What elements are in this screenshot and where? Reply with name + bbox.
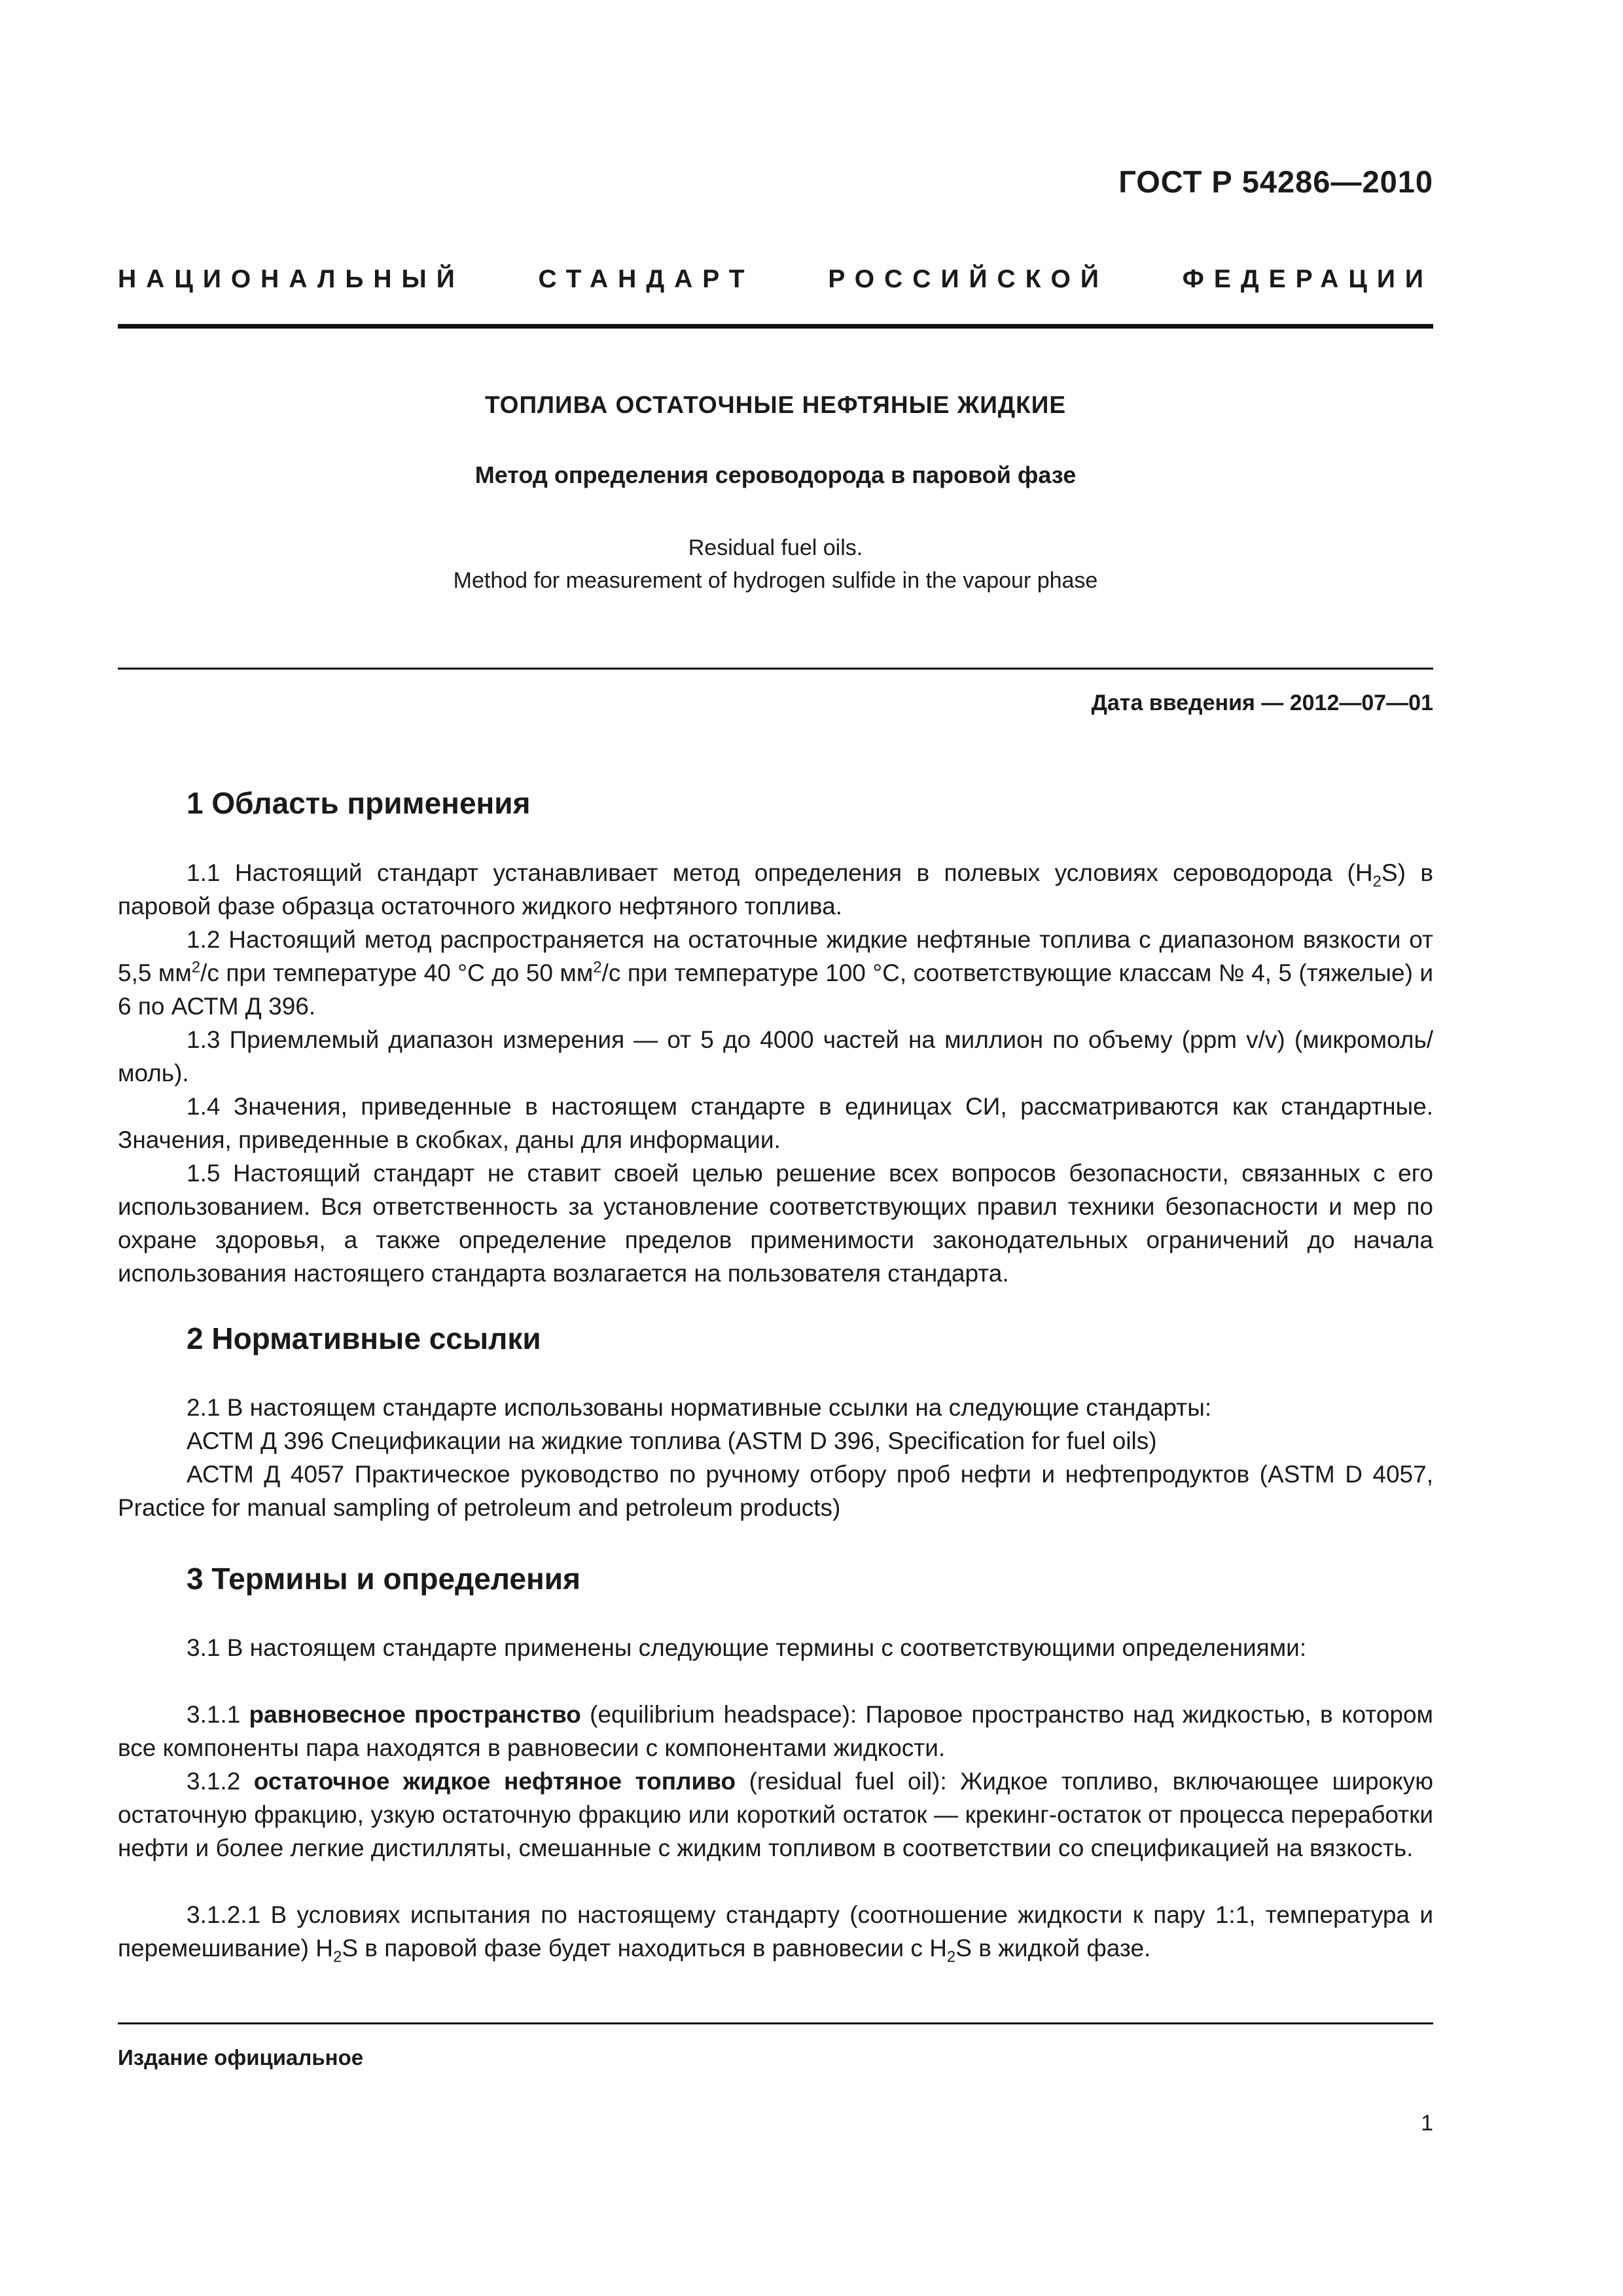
english-title	[118, 531, 1433, 597]
title-divider	[118, 668, 1433, 670]
national-standard-heading	[118, 265, 1433, 294]
section-2-heading: 2 Нормативные ссылки	[187, 1321, 541, 1355]
document-subtitle: Метод определения сероводорода в паровой фазе	[474, 461, 1077, 488]
official-edition-label: Издание официальное	[118, 2045, 364, 2070]
introduction-date: Дата введения — 2012—07—01	[1091, 691, 1433, 715]
section-3-heading: 3 Термины и определения	[187, 1562, 580, 1596]
english-title-line: Method for measurement of hydrogen sulfide in the vapour phase	[453, 568, 1098, 593]
national-standard-word: ФЕДЕРАЦИИ	[1182, 265, 1433, 293]
document-title: ТОПЛИВА ОСТАТОЧНЫЕ НЕФТЯНЫЕ ЖИДКИЕ	[485, 391, 1066, 418]
section-1-heading: 1 Область применения	[187, 786, 531, 820]
term-residual-fuel-oil: остаточное жидкое нефтяное топливо	[253, 1768, 736, 1795]
paragraph-1-1: 1.1 Настоящий стандарт устанавливает метод определения в полевых условиях сероводорода $(H_2S)$ в паровой фазе образца остаточного жидкого нефтяного топлива.	[118, 859, 1433, 920]
national-standard-word: РОССИЙСКОЙ	[828, 265, 1109, 293]
paragraph-3-1-2: 3.1.2 остаточное жидкое нефтяное топливо (residual fuel oil): Жидкое топливо, включающее широкую остаточную фракцию, узкую остаточную фракцию или короткий остаток — крекинг-остаток от процесса переработки нефти и более легкие дистилляты, смешанные с жидким топливом в соответствии со спецификацией на вязкость.	[118, 1768, 1433, 1861]
header-divider	[118, 324, 1433, 329]
reference-astm-d396: АСТМ Д 396 Спецификации на жидкие топлива (ASTM D 396, Specification for fuel oils)	[187, 1427, 1157, 1454]
paragraph-3-1-1: 3.1.1 равновесное пространство (equilibrium headspace): Паровое пространство над жидкостью, в котором все компоненты пара находятся в равновесии с компонентами жидкости.	[118, 1701, 1433, 1761]
english-title-line: Residual fuel oils.	[688, 535, 863, 560]
paragraph-1-5: 1.5 Настоящий стандарт не ставит своей целью решение всех вопросов безопасности, связанных с его использованием. Вся ответственность за установление соответствующих правил техники безопасности и мер по охране здоровья, а также определение пределов применимости законодательных ограничений до начала использования настоящего стандарта возлагается на пользователя стандарта.	[118, 1160, 1433, 1287]
national-standard-word: СТАНДАРТ	[538, 265, 755, 293]
reference-astm-d4057: АСТМ Д 4057 Практическое руководство по ручному отбору проб нефти и нефтепродуктов (ASTM D 4057, Practice for manual sampling of petroleum and petroleum products)	[118, 1461, 1433, 1521]
paragraph-3-1-2-1: 3.1.2.1 В условиях испытания по настоящему стандарту (соотношение жидкости к пару 1:1, температура и перемешивание) $H_2S$ в паровой фазе будет находиться в равновесии с $H_2S$ в жидкой фазе.	[118, 1901, 1433, 1966]
paragraph-2-1: 2.1 В настоящем стандарте использованы нормативные ссылки на следующие стандарты:	[187, 1394, 1212, 1421]
page-number: 1	[1421, 2111, 1433, 2136]
paragraph-1-2: 1.2 Настоящий метод распространяется на остаточные жидкие нефтяные топлива с диапазоном вязкости от 5,5 $мм^2/с$ при температуре 40 °С до 50 $мм^2/с$ при температуре 100 °С, соответствующие классам № 4, 5 (тяжелые) и 6 по АСТМ Д 396.	[118, 926, 1434, 1020]
footer-divider	[118, 2022, 1433, 2024]
document-code: ГОСТ Р 54286—2010	[1118, 164, 1433, 199]
paragraph-3-1: 3.1 В настоящем стандарте применены следующие термины с соответствующими определениями:	[187, 1634, 1307, 1661]
paragraph-1-4: 1.4 Значения, приведенные в настоящем стандарте в единицах СИ, рассматриваются как стандартные. Значения, приведенные в скобках, даны для информации.	[118, 1093, 1433, 1153]
paragraph-1-3: 1.3 Приемлемый диапазон измерения — от 5 до 4000 частей на миллион по объему (ppm v/v) (микромоль/моль).	[118, 1026, 1433, 1086]
term-equilibrium-headspace: равновесное пространство	[249, 1701, 581, 1728]
national-standard-word: НАЦИОНАЛЬНЫЙ	[118, 265, 465, 293]
